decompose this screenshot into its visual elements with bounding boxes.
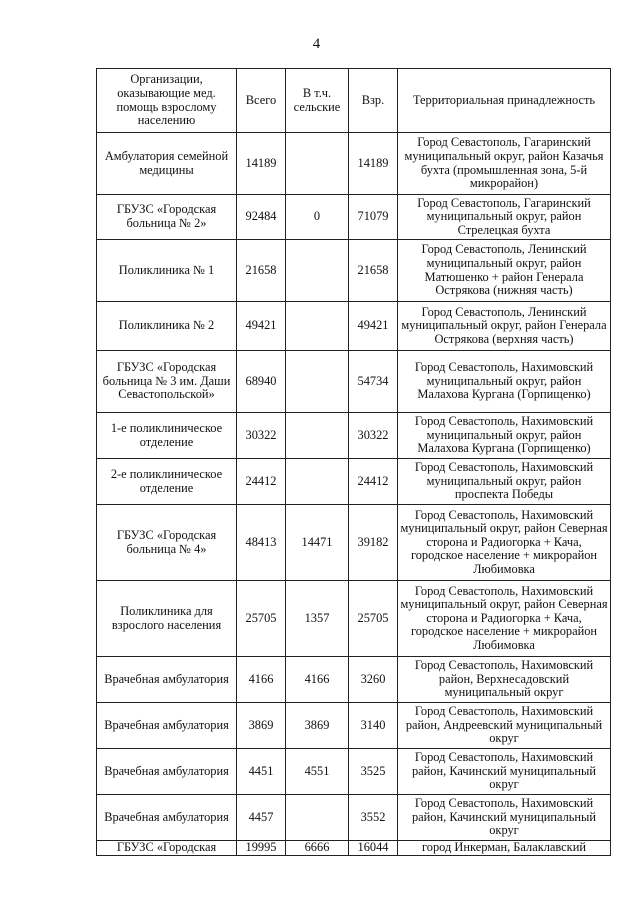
cell-organization: ГБУЗС «Городская больница № 3 им. Даши Севастопольской» <box>97 351 237 413</box>
cell-territory: Город Севастополь, Нахимовский муниципальный округ, район Малахова Кургана (Горпищенко) <box>398 351 611 413</box>
cell-total: 19995 <box>237 841 286 856</box>
cell-rural: 4551 <box>286 749 349 795</box>
table-row <box>97 133 611 195</box>
cell-organization: ГБУЗС «Городская <box>97 841 237 856</box>
cell-territory: город Инкерман, Балаклавский <box>398 841 611 856</box>
cell-adult: 14189 <box>349 133 398 195</box>
cell-total: 49421 <box>237 302 286 351</box>
cell-territory: Город Севастополь, Ленинский муниципальный округ, район Матюшенко + район Генерала Острякова (нижняя часть) <box>398 240 611 302</box>
organizations-table <box>96 68 611 856</box>
cell-organization: Врачебная амбулатория <box>97 657 237 703</box>
cell-territory: Город Севастополь, Нахимовский муниципальный округ, район Малахова Кургана (Горпищенко) <box>398 413 611 459</box>
cell-adult: 49421 <box>349 302 398 351</box>
cell-territory: Город Севастополь, Гагаринский муниципальный округ, район Казачья бухта (промышленная зона, 5-й микрорайон) <box>398 133 611 195</box>
table-row <box>97 413 611 459</box>
cell-rural <box>286 240 349 302</box>
page-number: 4 <box>312 36 321 52</box>
table-row <box>97 581 611 657</box>
cell-total: 48413 <box>237 505 286 581</box>
cell-rural <box>286 133 349 195</box>
table-row <box>97 240 611 302</box>
cell-territory: Город Севастополь, Гагаринский муниципальный округ, район Стрелецкая бухта <box>398 195 611 240</box>
cell-adult: 54734 <box>349 351 398 413</box>
cell-rural: 4166 <box>286 657 349 703</box>
cell-rural <box>286 413 349 459</box>
cell-adult: 3260 <box>349 657 398 703</box>
cell-rural: 3869 <box>286 703 349 749</box>
cell-territory: Город Севастополь, Нахимовский район, Андреевский муниципальный округ <box>398 703 611 749</box>
table-row <box>97 749 611 795</box>
cell-organization: ГБУЗС «Городская больница № 4» <box>97 505 237 581</box>
table-row <box>97 302 611 351</box>
table-row <box>97 841 611 856</box>
header-territory: Территориальная принадлежность <box>398 69 611 133</box>
cell-organization: 2-е поликлиническое отделение <box>97 459 237 505</box>
cell-total: 4457 <box>237 795 286 841</box>
cell-adult: 16044 <box>349 841 398 856</box>
cell-adult: 25705 <box>349 581 398 657</box>
cell-rural <box>286 795 349 841</box>
cell-organization: Поликлиника для взрослого населения <box>97 581 237 657</box>
cell-adult: 24412 <box>349 459 398 505</box>
table-row <box>97 459 611 505</box>
cell-organization: Врачебная амбулатория <box>97 795 237 841</box>
cell-total: 4451 <box>237 749 286 795</box>
cell-territory: Город Севастополь, Нахимовский муниципальный округ, район Северная сторона и Радиогорка + Кача, городское население + микрорайон Любимовка <box>398 581 611 657</box>
cell-adult: 3140 <box>349 703 398 749</box>
header-rural: В т.ч. сельские <box>286 69 349 133</box>
table-row <box>97 505 611 581</box>
table-row <box>97 195 611 240</box>
cell-adult: 30322 <box>349 413 398 459</box>
table-row <box>97 703 611 749</box>
cell-total: 30322 <box>237 413 286 459</box>
cell-rural: 1357 <box>286 581 349 657</box>
cell-total: 24412 <box>237 459 286 505</box>
cell-total: 14189 <box>237 133 286 195</box>
cell-organization: ГБУЗС «Городская больница № 2» <box>97 195 237 240</box>
cell-territory: Город Севастополь, Нахимовский муниципальный округ, район Северная сторона и Радиогорка + Кача, городское население + микрорайон Любимовка <box>398 505 611 581</box>
cell-adult: 3525 <box>349 749 398 795</box>
cell-territory: Город Севастополь, Ленинский муниципальный округ, район Генерала Острякова (верхняя часть) <box>398 302 611 351</box>
cell-organization: Врачебная амбулатория <box>97 749 237 795</box>
cell-total: 3869 <box>237 703 286 749</box>
cell-organization: Амбулатория семейной медицины <box>97 133 237 195</box>
header-total: Всего <box>237 69 286 133</box>
cell-rural: 6666 <box>286 841 349 856</box>
cell-rural <box>286 302 349 351</box>
cell-rural <box>286 351 349 413</box>
cell-territory: Город Севастополь, Нахимовский район, Качинский муниципальный округ <box>398 795 611 841</box>
cell-total: 92484 <box>237 195 286 240</box>
cell-total: 21658 <box>237 240 286 302</box>
cell-territory: Город Севастополь, Нахимовский муниципальный округ, район проспекта Победы <box>398 459 611 505</box>
cell-adult: 71079 <box>349 195 398 240</box>
cell-adult: 3552 <box>349 795 398 841</box>
cell-territory: Город Севастополь, Нахимовский район, Верхнесадовский муниципальный округ <box>398 657 611 703</box>
cell-territory: Город Севастополь, Нахимовский район, Качинский муниципальный округ <box>398 749 611 795</box>
header-row <box>97 69 611 133</box>
cell-total: 68940 <box>237 351 286 413</box>
cell-adult: 21658 <box>349 240 398 302</box>
table-row <box>97 657 611 703</box>
cell-rural: 14471 <box>286 505 349 581</box>
header-organization: Организации, оказывающие мед. помощь взрослому населению <box>97 69 237 133</box>
table-row <box>97 795 611 841</box>
cell-rural <box>286 459 349 505</box>
table-row <box>97 351 611 413</box>
cell-organization: 1-е поликлиническое отделение <box>97 413 237 459</box>
cell-organization: Врачебная амбулатория <box>97 703 237 749</box>
cell-total: 4166 <box>237 657 286 703</box>
cell-rural: 0 <box>286 195 349 240</box>
cell-total: 25705 <box>237 581 286 657</box>
cell-organization: Поликлиника № 1 <box>97 240 237 302</box>
header-adult: Взр. <box>349 69 398 133</box>
cell-organization: Поликлиника № 2 <box>97 302 237 351</box>
cell-adult: 39182 <box>349 505 398 581</box>
